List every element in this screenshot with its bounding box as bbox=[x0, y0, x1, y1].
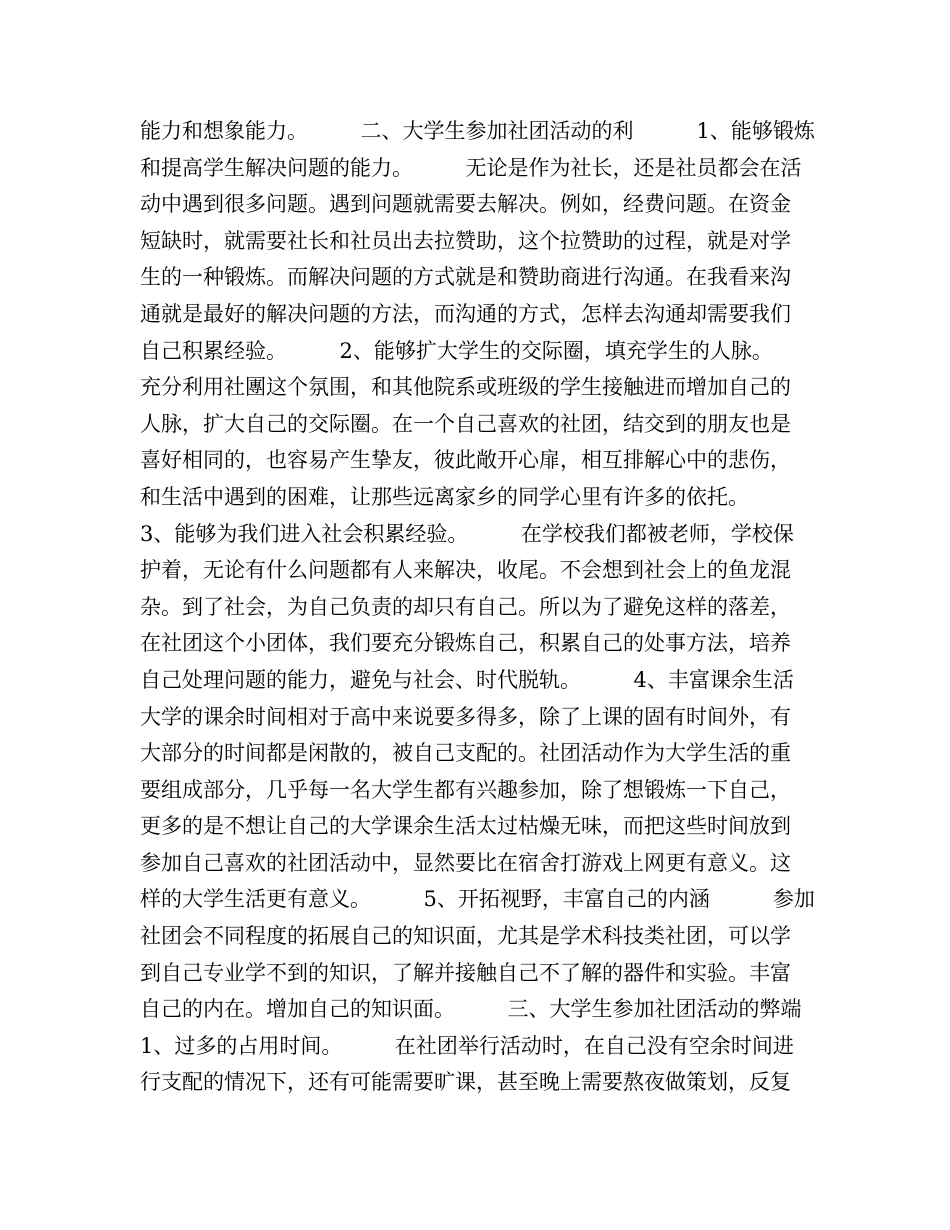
body-text bbox=[140, 113, 820, 1101]
text-line: 人脉，扩大自己的交际圈。在一个自己喜欢的社团，结交到的朋友也是 bbox=[140, 411, 791, 436]
text-line: 护着，无论有什么问题都有人来解决，收尾。不会想到社会上的鱼龙混 bbox=[140, 558, 791, 583]
text-line: 大部分的时间都是闲散的，被自己支配的。社团活动作为大学生活的重 bbox=[140, 741, 791, 766]
text-line: 和提高学生解决问题的能力。 无论是作为社长，还是社员都会在活 bbox=[140, 155, 802, 180]
text-line: 1、过多的占用时间。 在社团举行活动时，在自己没有空余时间进 bbox=[140, 1033, 794, 1058]
text-line: 生的一种锻炼。而解决问题的方式就是和赞助商进行沟通。在我看来沟 bbox=[140, 265, 791, 290]
text-line: 要组成部分，几乎每一名大学生都有兴趣参加，除了想锻炼一下自己， bbox=[140, 777, 791, 802]
text-line: 自己的内在。增加自己的知识面。 三、大学生参加社团活动的弊端 bbox=[140, 997, 802, 1022]
text-line: 和生活中遇到的困难，让那些远离家乡的同学心里有许多的依托。 bbox=[140, 484, 749, 509]
text-line: 3、能够为我们进入社会积累经验。 在学校我们都被老师，学校保 bbox=[140, 521, 794, 546]
text-line: 动中遇到很多问题。遇到问题就需要去解决。例如，经费问题。在资金 bbox=[140, 192, 791, 217]
text-line: 喜好相同的，也容易产生挚友，彼此敞开心扉，相互排解心中的悲伤， bbox=[140, 448, 791, 473]
text-line: 大学的课余时间相对于高中来说要多得多，除了上课的固有时间外，有 bbox=[140, 704, 791, 729]
text-line: 到自己专业学不到的知识，了解并接触自己不了解的器件和实验。丰富 bbox=[140, 960, 791, 985]
text-line: 社团会不同程度的拓展自己的知识面，尤其是学术科技类社团，可以学 bbox=[140, 924, 791, 949]
text-line: 更多的是不想让自己的大学课余生活太过枯燥无味，而把这些时间放到 bbox=[140, 814, 791, 839]
text-line: 样的大学生活更有意义。 5、开拓视野，丰富自己的内涵 参加 bbox=[140, 887, 815, 912]
text-line: 充分利用社團这个氛围，和其他院系或班级的学生接触进而增加自己的 bbox=[140, 375, 791, 400]
text-line: 在社团这个小团体，我们要充分锻炼自己，积累自己的处事方法，培养 bbox=[140, 631, 791, 656]
text-line: 通就是最好的解决问题的方法，而沟通的方式，怎样去沟通却需要我们 bbox=[140, 301, 791, 326]
text-line: 参加自己喜欢的社团活动中，显然要比在宿舍打游戏上网更有意义。这 bbox=[140, 850, 791, 875]
text-line: 自己处理问题的能力，避免与社会、时代脱轨。 4、丰富课余生活 bbox=[140, 667, 794, 692]
text-line: 自己积累经验。 2、能够扩大学生的交际圈，填充学生的人脉。 bbox=[140, 338, 773, 363]
text-line: 行支配的情况下，还有可能需要旷课，甚至晚上需要熬夜做策划，反复 bbox=[140, 1070, 791, 1095]
text-line: 杂。到了社会，为自己负责的却只有自己。所以为了避免这样的落差， bbox=[140, 594, 791, 619]
text-line: 短缺时，就需要社长和社员出去拉赞助，这个拉赞助的过程，就是对学 bbox=[140, 228, 791, 253]
text-line: 能力和想象能力。 二、大学生参加社团活动的利 1、能够锻炼 bbox=[140, 119, 815, 143]
